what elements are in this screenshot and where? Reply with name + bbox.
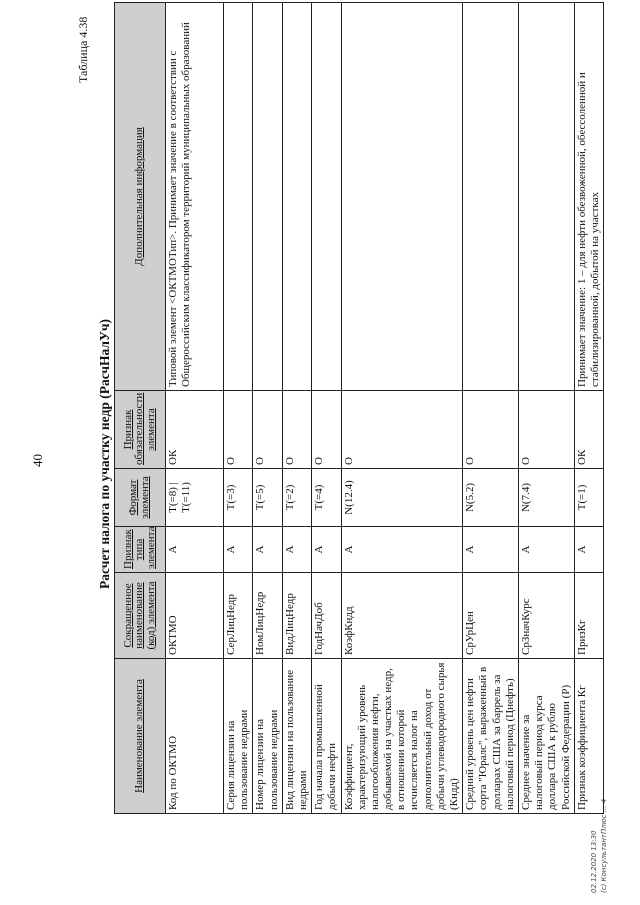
table-row	[518, 3, 574, 814]
cell-format: N(7.4)	[518, 469, 574, 527]
cell-name: Признак коэффициента Кг	[574, 659, 603, 814]
cell-required: О	[312, 391, 341, 469]
table-row	[224, 3, 253, 814]
table-row	[166, 3, 224, 814]
cell-required: ОК	[574, 391, 603, 469]
header-name: Наименование элемента	[115, 659, 166, 814]
cell-required: ОК	[166, 391, 224, 469]
cell-required: О	[341, 391, 463, 469]
table-header-row	[115, 3, 166, 814]
table-row	[312, 3, 341, 814]
cell-code: КоэфКндд	[341, 573, 463, 659]
cell-format: T(=8) | T(=11)	[166, 469, 224, 527]
header-info: Дополнительная информация	[115, 3, 166, 391]
table-row	[463, 3, 519, 814]
source-stamp: (c) КонсультантПлюс ... 4	[600, 798, 608, 893]
cell-info	[253, 3, 282, 391]
cell-type: А	[463, 527, 519, 573]
cell-type: А	[574, 527, 603, 573]
header-required: Признак обязательности элемента	[115, 391, 166, 469]
table-title: Расчет налога по участку недр (РасчНалУч)	[97, 319, 112, 589]
cell-format: T(=2)	[282, 469, 311, 527]
table-row	[574, 3, 603, 814]
cell-code: ВидЛицНедр	[282, 573, 311, 659]
cell-info: Принимает значение: 1 – для нефти обезвоженной, обессоленной и стабилизированной, добытой на участках	[574, 3, 603, 391]
cell-info	[224, 3, 253, 391]
cell-name: Серия лицензии на пользование недрами	[224, 659, 253, 814]
cell-type: А	[341, 527, 463, 573]
cell-code: СрЗначКурс	[518, 573, 574, 659]
cell-type: А	[518, 527, 574, 573]
cell-format: T(=1)	[574, 469, 603, 527]
cell-required: О	[282, 391, 311, 469]
cell-type: А	[312, 527, 341, 573]
cell-format: T(=5)	[253, 469, 282, 527]
cell-info: Типовой элемент <ОКТМОТип>. Принимает значение в соответствии с Общероссийским классификатором территорий муниципальных образований	[166, 3, 224, 391]
header-code: Сокращенное наименование (код) элемента	[115, 573, 166, 659]
cell-type: А	[224, 527, 253, 573]
cell-name: Коэффициент, характеризующий уровень налогообложения нефти, добываемой на участках недр, в отношении которой исчисляется налог на дополнительный доход от добычи углеводородного сырья (Кндд)	[341, 659, 463, 814]
cell-format: T(=4)	[312, 469, 341, 527]
cell-format: T(=3)	[224, 469, 253, 527]
cell-name: Средний уровень цен нефти сорта "Юралс", выраженный в долларах США за баррель за налоговый период (Цнефть)	[463, 659, 519, 814]
cell-format: N(5.2)	[463, 469, 519, 527]
table-row	[253, 3, 282, 814]
data-table	[114, 2, 604, 814]
print-timestamp: 02.12.2020 13:30	[590, 830, 598, 893]
cell-name: Год начала промышленной добычи нефти	[312, 659, 341, 814]
cell-code: СерЛицНедр	[224, 573, 253, 659]
cell-format: N(12.4)	[341, 469, 463, 527]
cell-code: НомЛицНедр	[253, 573, 282, 659]
cell-required: О	[463, 391, 519, 469]
table-row	[341, 3, 463, 814]
cell-type: А	[253, 527, 282, 573]
cell-type: А	[282, 527, 311, 573]
cell-name: Вид лицензии на пользование недрами	[282, 659, 311, 814]
cell-code: СрУрЦен	[463, 573, 519, 659]
cell-info	[518, 3, 574, 391]
table-row	[282, 3, 311, 814]
cell-required: О	[224, 391, 253, 469]
table-number: Таблица 4.38	[76, 16, 90, 83]
cell-type: А	[166, 527, 224, 573]
cell-info	[341, 3, 463, 391]
cell-info	[282, 3, 311, 391]
cell-required: О	[253, 391, 282, 469]
cell-name: Номер лицензии на пользование недрами	[253, 659, 282, 814]
cell-code: ПризКг	[574, 573, 603, 659]
header-format: Формат элемента	[115, 469, 166, 527]
page-number: 40	[30, 454, 45, 467]
cell-required: О	[518, 391, 574, 469]
cell-name: Среднее значение за налоговый период курса доллара США к рублю Российской Федерации (Р)	[518, 659, 574, 814]
cell-code: ГодНачДоб	[312, 573, 341, 659]
cell-code: ОКТМО	[166, 573, 224, 659]
cell-info	[463, 3, 519, 391]
cell-name: Код по ОКТМО	[166, 659, 224, 814]
header-type: Признак типа элемента	[115, 527, 166, 573]
cell-info	[312, 3, 341, 391]
